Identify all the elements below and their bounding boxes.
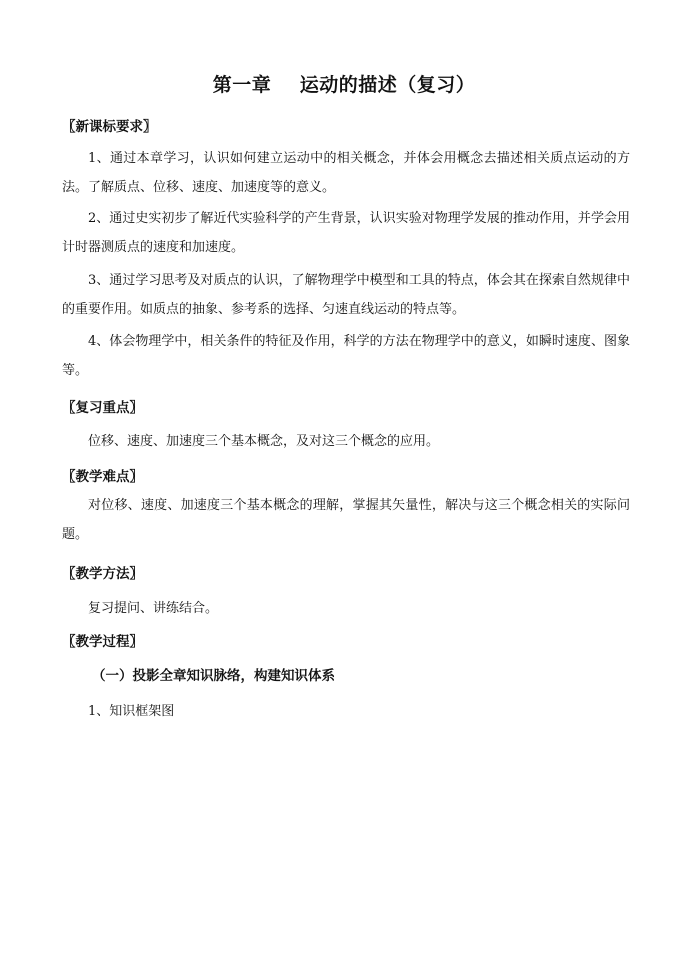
key-points-text: 位移、速度、加速度三个基本概念，及对这三个概念的应用。 — [88, 434, 440, 449]
method-text: 复习提问、讲练结合。 — [88, 601, 219, 616]
requirement-item-4: 4、体会物理学中，相关条件的特征及作用，科学的方法在物理学中的意义，如瞬时速度、图象等。 — [62, 334, 630, 378]
section-heading-requirements: 〖新课标要求〗 — [62, 119, 157, 135]
document-title: 第一章 运动的描述（复习） — [212, 74, 476, 96]
section-heading-difficulties: 〖教学难点〗 — [62, 469, 143, 485]
requirement-item-2: 2、通过史实初步了解近代实验科学的产生背景，认识实验对物理学发展的推动作用，并学会用计时器测质点的速度和加速度。 — [62, 211, 630, 255]
process-item-1: 1、知识框架图 — [88, 704, 175, 719]
process-subheading: （一）投影全章知识脉络，构建知识体系 — [92, 668, 335, 684]
requirement-item-1: 1、通过本章学习，认识如何建立运动中的相关概念，并体会用概念去描述相关质点运动的方法。了解质点、位移、速度、加速度等的意义。 — [62, 151, 630, 195]
requirement-item-3: 3、通过学习思考及对质点的认识，了解物理学中模型和工具的特点，体会其在探索自然规律中的重要作用。如质点的抽象、参考系的选择、匀速直线运动的特点等。 — [62, 273, 630, 317]
section-heading-method: 〖教学方法〗 — [62, 566, 143, 582]
section-heading-key-points: 〖复习重点〗 — [62, 400, 143, 416]
section-heading-process: 〖教学过程〗 — [62, 634, 143, 650]
difficulties-text: 对位移、速度、加速度三个基本概念的理解，掌握其矢量性，解决与这三个概念相关的实际问题。 — [62, 498, 630, 542]
